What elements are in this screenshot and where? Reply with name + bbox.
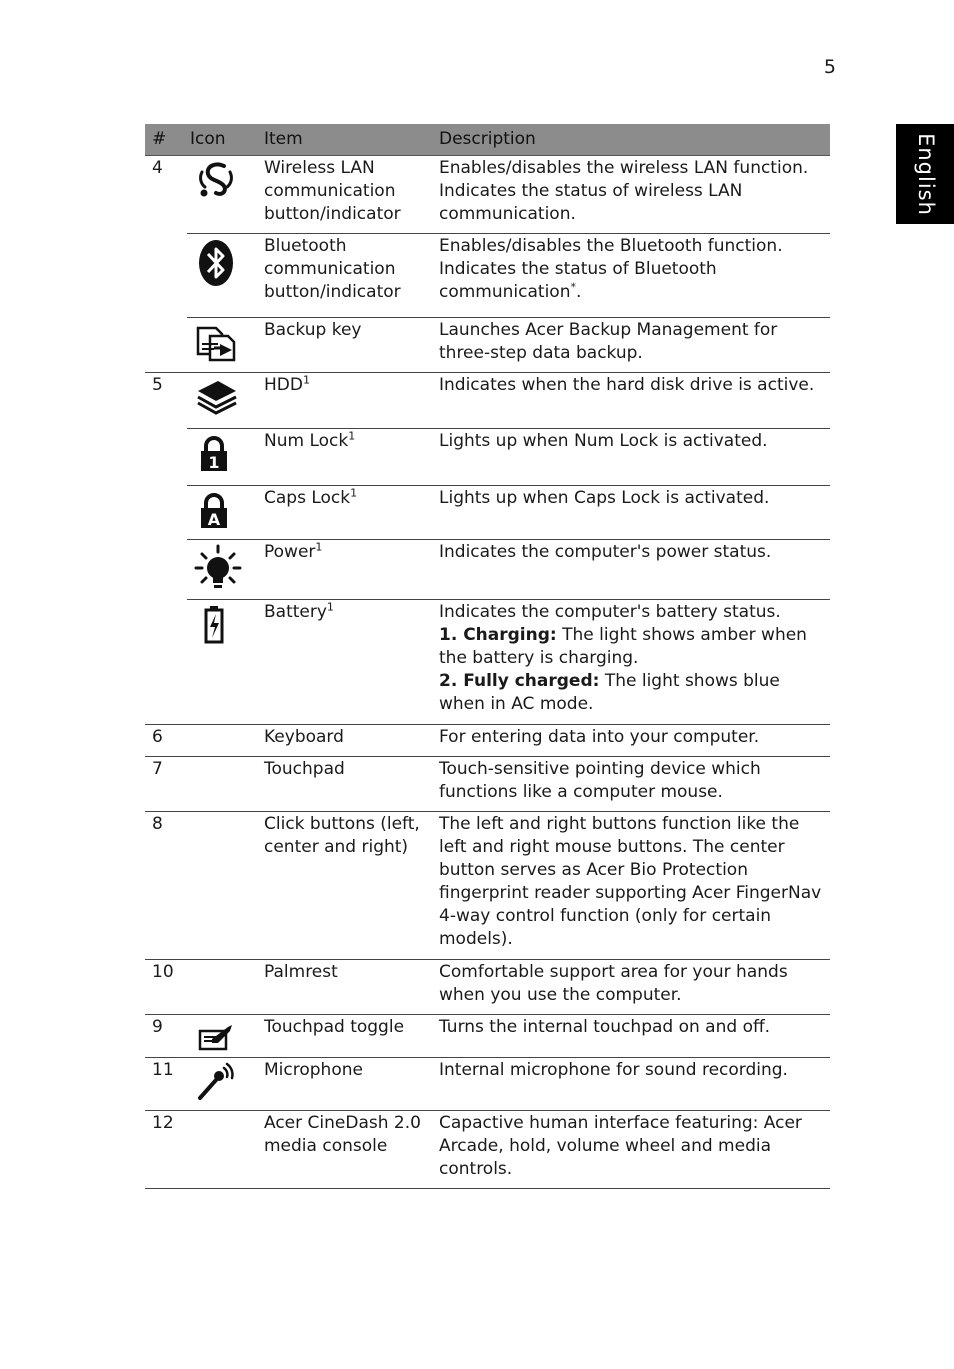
- table-row: [145, 234, 830, 318]
- item-label: Touchpad toggle: [257, 1015, 432, 1058]
- power-icon: [194, 544, 242, 594]
- item-description: Lights up when Num Lock is activated.: [432, 429, 830, 486]
- item-label: HDD$^1$: [257, 373, 432, 429]
- table-row: [145, 600, 830, 725]
- row-number: 12: [145, 1111, 187, 1189]
- language-tab-label: English: [913, 132, 938, 216]
- table-row: [145, 373, 830, 429]
- table-row: [145, 429, 830, 486]
- table-row: [145, 540, 830, 600]
- table-row: [145, 156, 830, 234]
- item-label: Backup key: [257, 318, 432, 373]
- table-row: [145, 318, 830, 373]
- row-number: [145, 318, 187, 373]
- backup-key-icon: [194, 322, 242, 364]
- item-description: Indicates the computer's battery status. 1. Charging: The light shows amber when the battery is charging. 2. Fully charged: The light shows blue when in AC mode.: [432, 600, 830, 725]
- row-number: 5: [145, 373, 187, 429]
- touchpad-toggle-icon: [194, 1019, 238, 1053]
- item-label: Microphone: [257, 1058, 432, 1111]
- item-label: Caps Lock$^1$: [257, 486, 432, 540]
- svg-text:A: A: [207, 510, 221, 529]
- table-row: [145, 486, 830, 540]
- item-label: Click buttons (left, center and right): [257, 812, 432, 960]
- num-lock-icon: [194, 433, 234, 473]
- table-row: [145, 757, 830, 812]
- item-description: Indicates when the hard disk drive is active.: [432, 373, 830, 429]
- language-tab: [896, 124, 954, 224]
- table-row: [145, 960, 830, 1015]
- item-description: Indicates the computer's power status.: [432, 540, 830, 600]
- features-table: [145, 124, 830, 1189]
- item-label: Touchpad: [257, 757, 432, 812]
- row-number: [145, 429, 187, 486]
- battery-icon: [194, 604, 238, 648]
- table-row: [145, 1111, 830, 1189]
- item-label: Wireless LAN communication button/indicator: [264, 158, 401, 224]
- microphone-icon: [194, 1062, 238, 1102]
- table-row: [145, 1015, 830, 1058]
- item-description: Touch-sensitive pointing device which functions like a computer mouse.: [432, 757, 830, 812]
- hdd-icon: [194, 377, 238, 417]
- item-label: Palmrest: [257, 960, 432, 1015]
- header-item: Item: [257, 124, 432, 156]
- row-number: 7: [145, 757, 187, 812]
- item-description: Internal microphone for sound recording.: [432, 1058, 830, 1111]
- item-description: Launches Acer Backup Management for three-step data backup.: [432, 318, 830, 373]
- row-number: 8: [145, 812, 187, 960]
- item-label: Bluetooth communication button/indicator: [257, 234, 432, 318]
- header-description: Description: [432, 124, 830, 156]
- row-number: [145, 234, 187, 318]
- table-row: [145, 812, 830, 960]
- row-number: 10: [145, 960, 187, 1015]
- item-label: Power$^1$: [257, 540, 432, 600]
- item-description: Capactive human interface featuring: Acer Arcade, hold, volume wheel and media controls.: [432, 1111, 830, 1189]
- row-number: 4: [152, 158, 163, 178]
- row-number: 6: [145, 725, 187, 757]
- item-description: The left and right buttons function like the left and right mouse buttons. The center button serves as Acer Bio Protection fingerprint reader supporting Acer FingerNav 4-way control function (only for certain models).: [432, 812, 830, 960]
- row-number: 9: [145, 1015, 187, 1058]
- caps-lock-icon: [194, 490, 234, 530]
- row-number: 11: [145, 1058, 187, 1111]
- table-row: [145, 725, 830, 757]
- page-number: 5: [823, 56, 836, 78]
- table-row: [145, 1058, 830, 1111]
- item-label: Num Lock$^1$: [257, 429, 432, 486]
- wireless-lan-icon: [194, 160, 238, 200]
- row-number: [145, 540, 187, 600]
- item-description: For entering data into your computer.: [432, 725, 830, 757]
- header-num: #: [145, 124, 187, 156]
- item-label: Battery$^1$: [257, 600, 432, 725]
- item-description: Turns the internal touchpad on and off.: [432, 1015, 830, 1058]
- row-number: [145, 600, 187, 725]
- item-description: Enables/disables the wireless LAN function. Indicates the status of wireless LAN communication.: [439, 158, 809, 224]
- bluetooth-icon: [194, 238, 238, 288]
- item-description: Enables/disables the Bluetooth function. Indicates the status of Bluetooth communication*.: [432, 234, 830, 318]
- item-description: Comfortable support area for your hands when you use the computer.: [432, 960, 830, 1015]
- item-label: Keyboard: [257, 725, 432, 757]
- svg-text:1: 1: [208, 453, 220, 472]
- item-description: Lights up when Caps Lock is activated.: [432, 486, 830, 540]
- row-number: [145, 486, 187, 540]
- table-header-row: [145, 124, 830, 156]
- item-label: Acer CineDash 2.0 media console: [257, 1111, 432, 1189]
- header-icon: Icon: [187, 124, 257, 156]
